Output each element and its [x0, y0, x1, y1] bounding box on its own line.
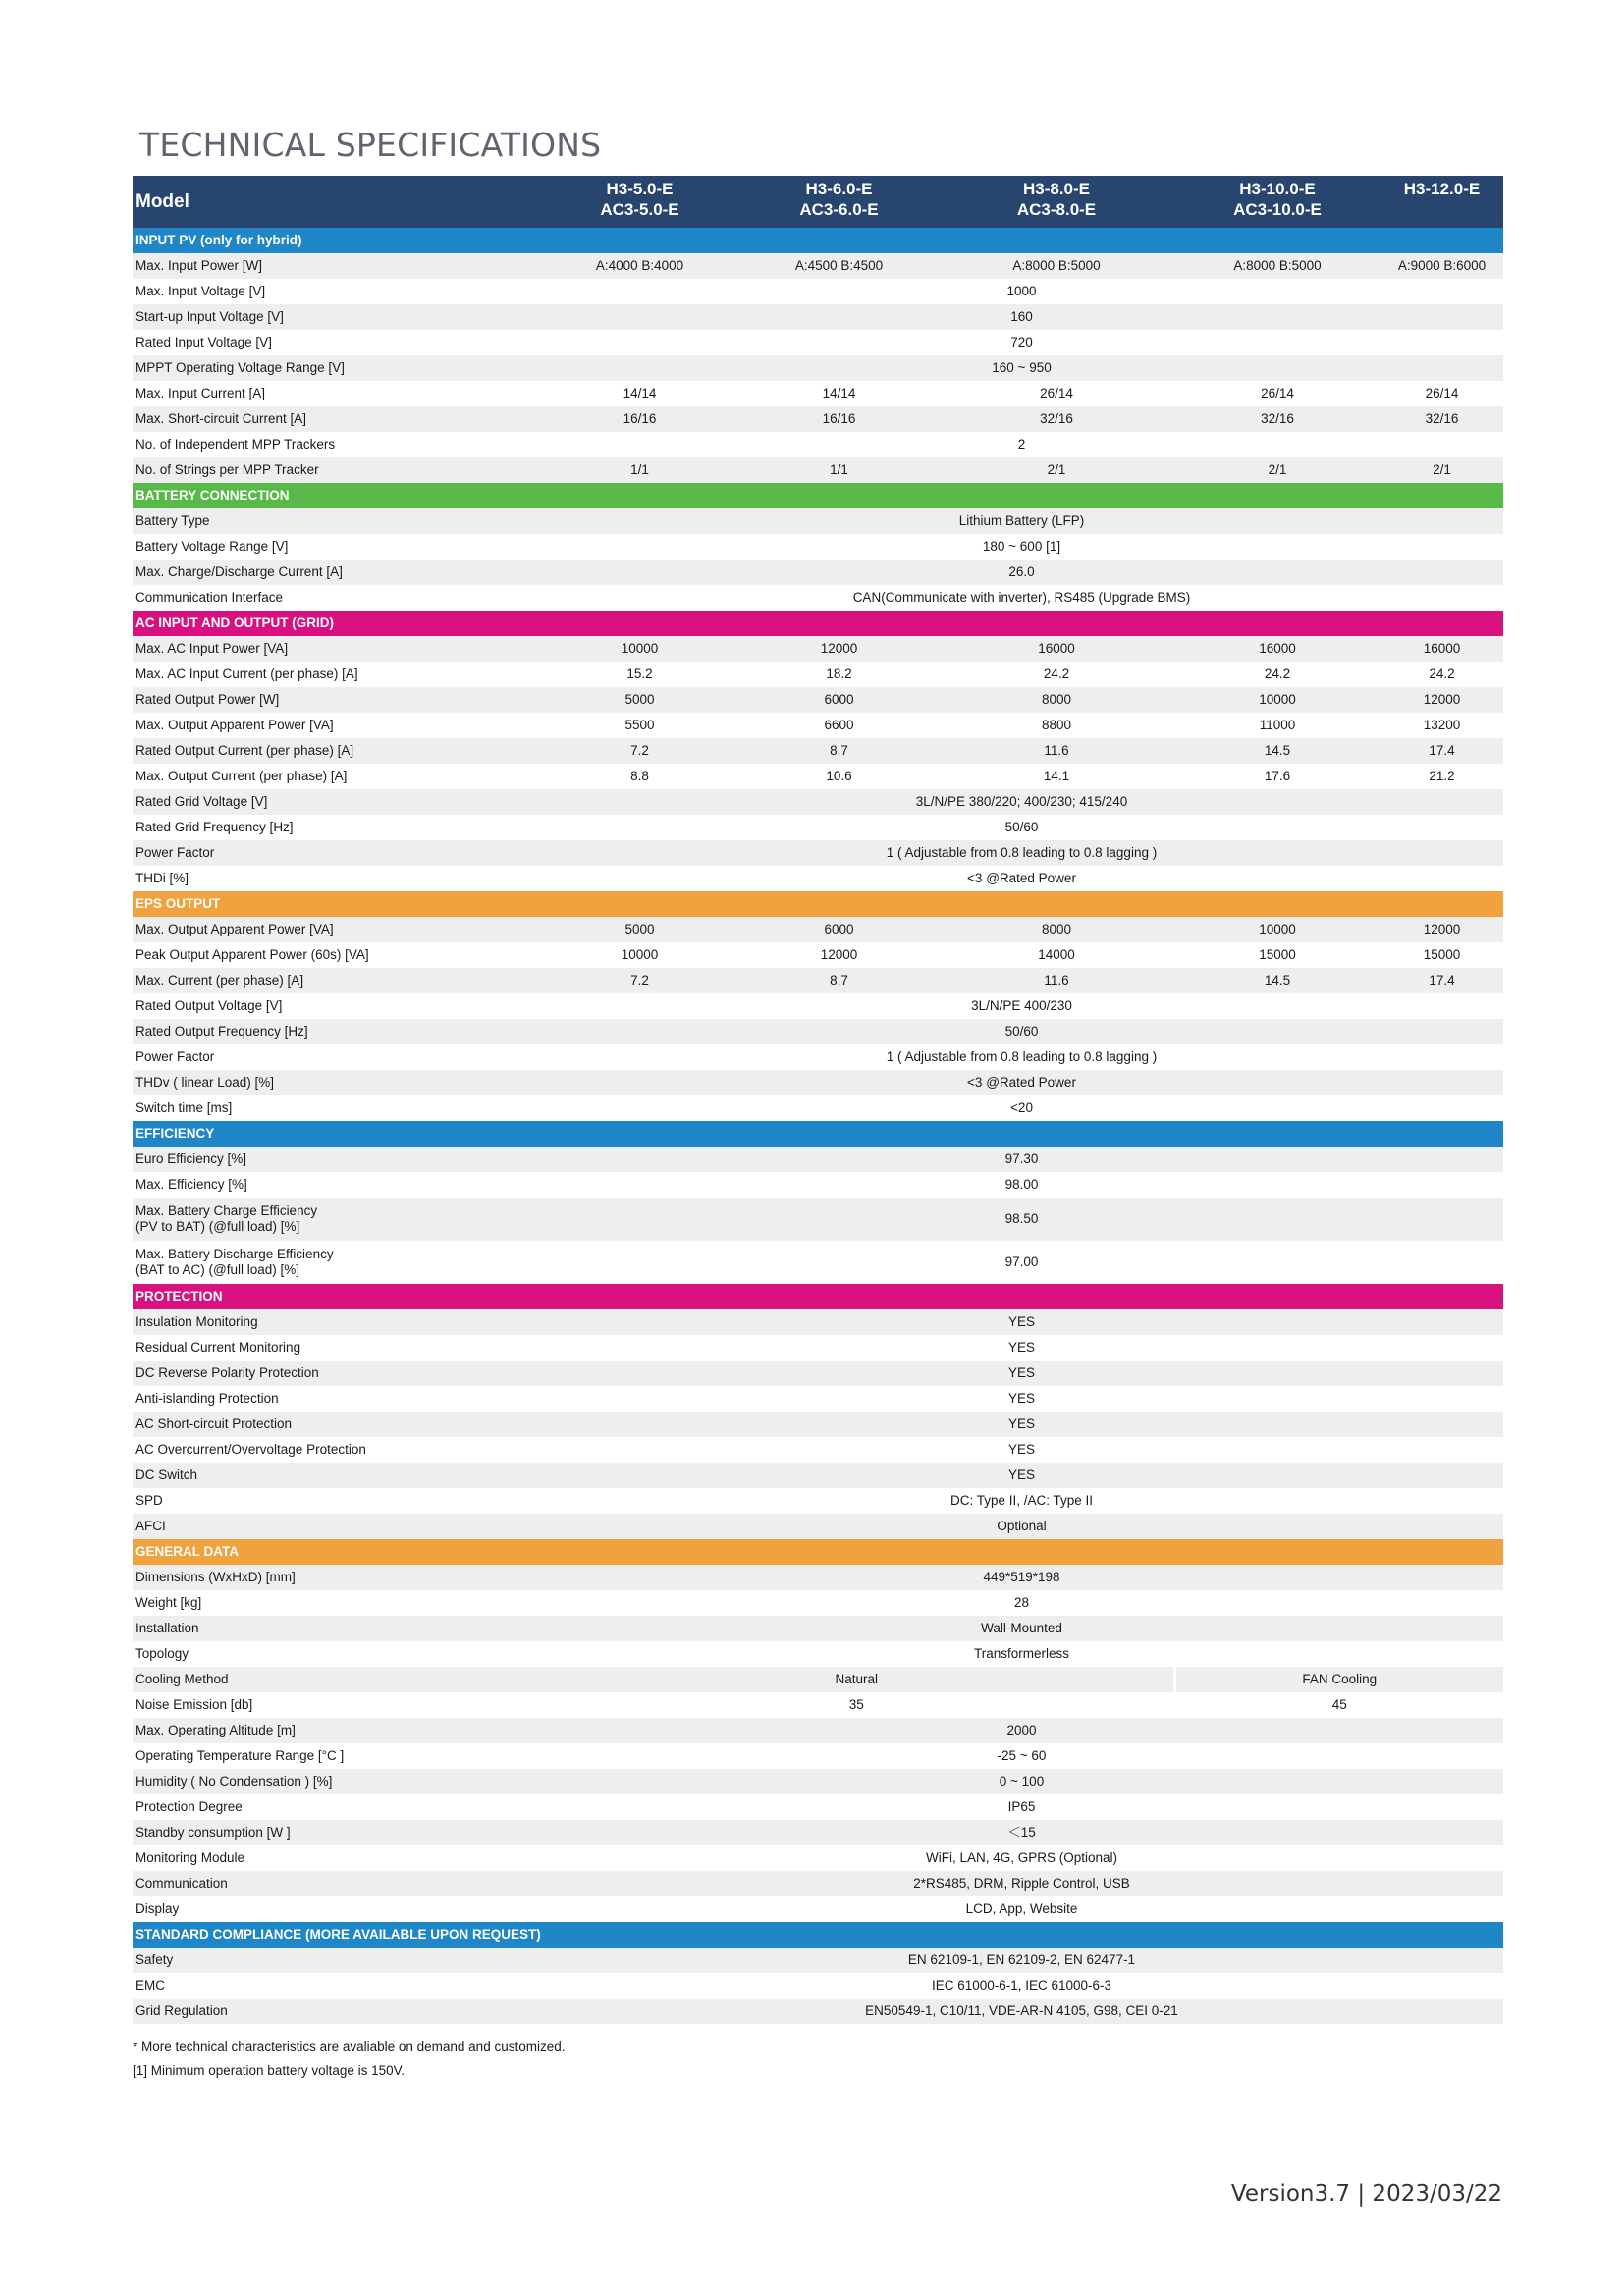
row-label: Installation	[133, 1616, 540, 1641]
row-value: 2/1	[1174, 457, 1380, 483]
row-value: 13200	[1423, 718, 1461, 733]
row-value: 5000	[540, 687, 739, 713]
row-value: 24.2	[1264, 667, 1291, 682]
row-value: 14.5	[1174, 738, 1380, 764]
row-label: Euro Efficiency [%]	[133, 1147, 540, 1172]
table-row	[133, 585, 1503, 611]
table-row	[133, 1641, 1503, 1667]
row-value: YES	[1007, 1391, 1035, 1407]
row-label: Max. Short-circuit Current [A]	[133, 406, 540, 432]
row-label: Monitoring Module	[135, 1850, 245, 1866]
table-row	[133, 738, 1503, 764]
table-row	[133, 279, 1503, 304]
row-value: 6600	[824, 718, 854, 733]
row-label: Humidity ( No Condensation ) [%]	[133, 1769, 540, 1794]
row-value: DC: Type II, /AC: Type II	[949, 1493, 1094, 1509]
table-row	[133, 1070, 1503, 1095]
row-value: 50/60	[1004, 820, 1039, 835]
row-value: 14.5	[1174, 968, 1380, 993]
table-row	[133, 1019, 1503, 1044]
section-header-row	[133, 1922, 1503, 1948]
table-row	[133, 406, 1503, 432]
row-value: 16/16	[739, 406, 939, 432]
row-label: DC Switch	[133, 1463, 540, 1488]
row-label: AFCI	[133, 1514, 540, 1539]
row-value: YES	[540, 1309, 1503, 1335]
row-label: Max. Output Current (per phase) [A]	[135, 769, 348, 784]
row-label: EMC	[135, 1978, 165, 1994]
row-value: 3L/N/PE 380/220; 400/230; 415/240	[540, 789, 1503, 815]
table-row	[133, 1769, 1503, 1794]
row-value: 32/16	[1380, 406, 1503, 432]
row-value: 160	[540, 304, 1503, 330]
table-row	[133, 381, 1503, 406]
model-name: H3-10.0-E	[1239, 180, 1316, 198]
row-value: 2000	[540, 1718, 1503, 1743]
table-row	[133, 1590, 1503, 1616]
row-label: Weight [kg]	[135, 1595, 202, 1611]
row-value: 11.6	[939, 968, 1174, 993]
table-row	[133, 1095, 1503, 1121]
model-header-label: Model	[133, 176, 540, 228]
table-row	[133, 866, 1503, 891]
row-label: Rated Output Frequency [Hz]	[133, 1019, 540, 1044]
row-label: Battery Type	[133, 508, 540, 534]
row-value: 2/1	[1380, 457, 1503, 483]
row-value: 17.4	[1380, 738, 1503, 764]
table-row	[133, 1437, 1503, 1463]
table-row	[133, 1616, 1503, 1641]
row-label	[133, 1241, 540, 1284]
table-row	[133, 789, 1503, 815]
table-row	[133, 355, 1503, 381]
row-label: Cooling Method	[133, 1667, 540, 1692]
table-row	[133, 1718, 1503, 1743]
section-title: PROTECTION	[133, 1284, 1503, 1309]
row-label: MPPT Operating Voltage Range [V]	[133, 355, 540, 381]
footnote-min-battery-voltage: [1] Minimum operation battery voltage is 150V.	[133, 2063, 406, 2078]
row-value: 8000	[939, 687, 1174, 713]
model-name: AC3-10.0-E	[1233, 200, 1322, 220]
row-label: Noise Emission [db]	[135, 1697, 253, 1713]
row-value: 8800	[1041, 718, 1072, 733]
table-row	[133, 1198, 1503, 1241]
row-value: A:9000 B:6000	[1380, 253, 1503, 279]
model-name: AC3-5.0-E	[600, 200, 679, 220]
table-row	[133, 1241, 1503, 1284]
row-label: Max. Operating Altitude [m]	[133, 1718, 540, 1743]
section-header-row	[133, 611, 1503, 636]
table-row	[133, 1172, 1503, 1198]
row-value: YES	[540, 1361, 1503, 1386]
row-value: <3 @Rated Power	[967, 871, 1076, 886]
row-value: 8.7	[739, 738, 939, 764]
section-header-row	[133, 891, 1503, 917]
section-header-row	[133, 1539, 1503, 1565]
row-value: 1/1	[540, 457, 739, 483]
row-value: IEC 61000-6-1, IEC 61000-6-3	[931, 1978, 1112, 1994]
row-value: Lithium Battery (LFP)	[540, 508, 1503, 534]
row-value: 10000	[1174, 687, 1380, 713]
section-header-row	[133, 1121, 1503, 1147]
row-value: 160 ~ 950	[540, 355, 1503, 381]
row-value: ＜15	[540, 1820, 1503, 1845]
row-label: Safety	[133, 1948, 540, 1973]
row-label: Rated Output Current (per phase) [A]	[133, 738, 540, 764]
row-label: Operating Temperature Range [°C ]	[135, 1748, 345, 1764]
table-row	[133, 1820, 1503, 1845]
spec-table	[133, 176, 1503, 2024]
row-value: 0 ~ 100	[540, 1769, 1503, 1794]
row-value: 17.4	[1380, 968, 1503, 993]
row-label: No. of Strings per MPP Tracker	[133, 457, 540, 483]
row-label: Max. Input Current [A]	[135, 386, 266, 401]
row-value: 180 ~ 600 [1]	[982, 539, 1061, 555]
row-value: 14.1	[1043, 769, 1070, 784]
row-label	[133, 1198, 540, 1241]
table-row	[133, 1896, 1503, 1922]
row-value: 14000	[1038, 947, 1075, 963]
row-value: 45	[1331, 1697, 1347, 1713]
row-value: <20	[1010, 1100, 1033, 1116]
model-name: H3-12.0-E	[1403, 180, 1481, 198]
row-value: A:4000 B:4000	[540, 253, 739, 279]
row-label-line: Max. Battery Discharge Efficiency	[135, 1247, 334, 1262]
table-row	[133, 1514, 1503, 1539]
row-value: YES	[1007, 1442, 1035, 1458]
row-value: 1/1	[739, 457, 939, 483]
row-label: DC Reverse Polarity Protection	[133, 1361, 540, 1386]
table-row	[133, 815, 1503, 840]
row-label: No. of Independent MPP Trackers	[135, 437, 336, 453]
row-label: Anti-islanding Protection	[135, 1391, 279, 1407]
row-value: 449*519*198	[540, 1565, 1503, 1590]
row-value: EN50549-1, C10/11, VDE-AR-N 4105, G98, CEI 0-21	[540, 1999, 1503, 2024]
model-name: H3-5.0-E	[606, 180, 674, 198]
table-row	[133, 713, 1503, 738]
row-value: 2*RS485, DRM, Ripple Control, USB	[540, 1871, 1503, 1896]
table-row	[133, 432, 1503, 457]
table-row	[133, 1999, 1503, 2024]
row-label: Power Factor	[135, 1049, 215, 1065]
row-value: YES	[1007, 1340, 1035, 1356]
table-row	[133, 1147, 1503, 1172]
row-value: 2	[1017, 437, 1026, 453]
table-row	[133, 457, 1503, 483]
version-date: Version3.7 | 2023/03/22	[1230, 2181, 1502, 2207]
row-label: Grid Regulation	[133, 1999, 540, 2024]
row-value: 18.2	[826, 667, 852, 682]
row-value: 98.50	[540, 1198, 1503, 1241]
table-row	[133, 253, 1503, 279]
row-value: 28	[1013, 1595, 1030, 1611]
table-row	[133, 1463, 1503, 1488]
table-row	[133, 993, 1503, 1019]
table-row	[133, 560, 1503, 585]
model-name-cell	[1174, 176, 1380, 228]
row-value: 3L/N/PE 400/230	[971, 998, 1072, 1014]
table-row	[133, 1335, 1503, 1361]
row-value: 17.6	[1264, 769, 1291, 784]
row-value: 14/14	[822, 386, 856, 401]
row-value: 11000	[1259, 718, 1296, 733]
table-row	[133, 1386, 1503, 1412]
table-row	[133, 1948, 1503, 1973]
row-label: Display	[135, 1901, 180, 1917]
table-row	[133, 1309, 1503, 1335]
row-label: Max. Output Apparent Power [VA]	[135, 718, 334, 733]
row-value: 12000	[1380, 917, 1503, 942]
table-row	[133, 1692, 1503, 1718]
row-value: 12000	[820, 947, 858, 963]
row-value: 1000	[1006, 284, 1037, 299]
row-value: 5500	[624, 718, 655, 733]
row-value: 16/16	[540, 406, 739, 432]
row-value: 5000	[540, 917, 739, 942]
table-row	[133, 917, 1503, 942]
row-value: 2/1	[939, 457, 1174, 483]
row-value: 26/14	[1261, 386, 1294, 401]
row-label: SPD	[135, 1493, 163, 1509]
row-label: Max. Current (per phase) [A]	[133, 968, 540, 993]
row-label-line: (BAT to AC) (@full load) [%]	[135, 1262, 300, 1277]
table-row	[133, 636, 1503, 662]
row-value: 7.2	[540, 968, 739, 993]
row-value: 24.2	[1429, 667, 1455, 682]
table-row	[133, 1743, 1503, 1769]
row-value: 10000	[540, 636, 739, 662]
row-label: Rated Grid Frequency [Hz]	[135, 820, 294, 835]
row-label: Power Factor	[133, 840, 540, 866]
row-label: Battery Voltage Range [V]	[135, 539, 289, 555]
model-name: AC3-6.0-E	[799, 200, 879, 220]
model-name-cell	[540, 176, 739, 228]
row-value: 98.00	[1004, 1177, 1039, 1193]
row-value: YES	[540, 1412, 1503, 1437]
table-row	[133, 1871, 1503, 1896]
row-value: EN 62109-1, EN 62109-2, EN 62477-1	[540, 1948, 1503, 1973]
model-name-cell	[739, 176, 939, 228]
row-label: Communication	[133, 1871, 540, 1896]
row-value: 32/16	[939, 406, 1174, 432]
row-value: 50/60	[540, 1019, 1503, 1044]
row-value: LCD, App, Website	[965, 1901, 1078, 1917]
row-value: -25 ~ 60	[997, 1748, 1047, 1764]
row-value: 15000	[1423, 947, 1461, 963]
row-value: Natural	[540, 1667, 1174, 1692]
row-value: 21.2	[1429, 769, 1455, 784]
row-value: CAN(Communicate with inverter), RS485 (Upgrade BMS)	[852, 590, 1191, 606]
model-name-cell	[1380, 176, 1503, 228]
row-label: Insulation Monitoring	[133, 1309, 540, 1335]
row-label: Residual Current Monitoring	[135, 1340, 301, 1356]
row-value: 8000	[939, 917, 1174, 942]
row-label-line: (PV to BAT) (@full load) [%]	[135, 1219, 300, 1234]
row-value: 7.2	[540, 738, 739, 764]
row-label: AC Overcurrent/Overvoltage Protection	[135, 1442, 366, 1458]
row-value: 1 ( Adjustable from 0.8 leading to 0.8 lagging )	[886, 1049, 1158, 1065]
row-label: Max. Input Voltage [V]	[135, 284, 266, 299]
row-value: 32/16	[1174, 406, 1380, 432]
table-row	[133, 942, 1503, 968]
table-row	[133, 1412, 1503, 1437]
row-value: 6000	[739, 687, 939, 713]
row-label: THDv ( linear Load) [%]	[133, 1070, 540, 1095]
row-value: 6000	[739, 917, 939, 942]
section-title: INPUT PV (only for hybrid)	[133, 228, 1503, 253]
table-row	[133, 508, 1503, 534]
row-value: 16000	[1380, 636, 1503, 662]
model-name: H3-6.0-E	[805, 180, 873, 198]
row-label: Max. Output Apparent Power [VA]	[133, 917, 540, 942]
row-value: Optional	[540, 1514, 1503, 1539]
row-label: Standby consumption [W ]	[133, 1820, 540, 1845]
row-label: Rated Output Power [W]	[133, 687, 540, 713]
section-header-row	[133, 228, 1503, 253]
row-value: 11.6	[939, 738, 1174, 764]
table-row	[133, 1488, 1503, 1514]
row-label: Dimensions (WxHxD) [mm]	[133, 1565, 540, 1590]
table-row	[133, 840, 1503, 866]
row-value: WiFi, LAN, 4G, GPRS (Optional)	[925, 1850, 1118, 1866]
row-value: A:8000 B:5000	[939, 253, 1174, 279]
row-value: 720	[1010, 335, 1033, 350]
row-label: Start-up Input Voltage [V]	[133, 304, 540, 330]
section-header-row	[133, 1284, 1503, 1309]
row-label: Max. Efficiency [%]	[135, 1177, 247, 1193]
row-label: Rated Output Voltage [V]	[135, 998, 283, 1014]
model-header-row	[133, 176, 1503, 228]
table-row	[133, 1794, 1503, 1820]
table-row	[133, 1973, 1503, 1999]
model-name: AC3-8.0-E	[1016, 200, 1097, 220]
section-title: STANDARD COMPLIANCE (MORE AVAILABLE UPON REQUEST)	[133, 1922, 1503, 1948]
table-row	[133, 968, 1503, 993]
row-label: Communication Interface	[135, 590, 284, 606]
section-header-row	[133, 483, 1503, 508]
page-title: TECHNICAL SPECIFICATIONS	[139, 126, 602, 164]
row-value: 15000	[1259, 947, 1296, 963]
row-value: IP65	[1007, 1799, 1036, 1815]
row-value: <3 @Rated Power	[540, 1070, 1503, 1095]
row-value: FAN Cooling	[1174, 1667, 1503, 1692]
row-value: 97.00	[1004, 1255, 1039, 1270]
row-value: 1 ( Adjustable from 0.8 leading to 0.8 lagging )	[540, 840, 1503, 866]
row-label: Max. AC Input Current (per phase) [A]	[135, 667, 358, 682]
footnote-more-characteristics: * More technical characteristics are avaliable on demand and customized.	[133, 2039, 566, 2054]
row-label: Max. AC Input Power [VA]	[133, 636, 540, 662]
table-row	[133, 1565, 1503, 1590]
table-row	[133, 662, 1503, 687]
row-value: Transformerless	[973, 1646, 1070, 1662]
row-value: 10000	[621, 947, 659, 963]
table-row	[133, 534, 1503, 560]
row-value: 16000	[939, 636, 1174, 662]
section-title: AC INPUT AND OUTPUT (GRID)	[133, 611, 1503, 636]
row-value: 26.0	[540, 560, 1503, 585]
row-value: 26/14	[1040, 386, 1073, 401]
row-label: Rated Input Voltage [V]	[135, 335, 272, 350]
row-value: 12000	[739, 636, 939, 662]
table-row	[133, 687, 1503, 713]
model-name-cell	[939, 176, 1174, 228]
row-value: 14/14	[623, 386, 657, 401]
row-label: Switch time [ms]	[135, 1100, 233, 1116]
table-row	[133, 1044, 1503, 1070]
row-value: A:8000 B:5000	[1174, 253, 1380, 279]
row-value: 26/14	[1425, 386, 1459, 401]
table-row	[133, 1361, 1503, 1386]
row-label: Max. Input Power [W]	[133, 253, 540, 279]
table-row	[133, 330, 1503, 355]
row-value: 97.30	[540, 1147, 1503, 1172]
row-label: Protection Degree	[135, 1799, 243, 1815]
row-value: 24.2	[1043, 667, 1070, 682]
row-label: Topology	[135, 1646, 189, 1662]
table-row	[133, 1667, 1503, 1692]
row-value: 8.8	[630, 769, 649, 784]
row-value: Wall-Mounted	[540, 1616, 1503, 1641]
row-value: A:4500 B:4500	[739, 253, 939, 279]
row-value: 15.2	[626, 667, 653, 682]
row-value: 12000	[1380, 687, 1503, 713]
row-value: 10000	[1174, 917, 1380, 942]
row-label: Rated Grid Voltage [V]	[133, 789, 540, 815]
section-title: GENERAL DATA	[133, 1539, 1503, 1565]
row-value: 16000	[1174, 636, 1380, 662]
row-value: YES	[540, 1463, 1503, 1488]
model-name: H3-8.0-E	[1022, 180, 1091, 198]
row-value: 35	[540, 1692, 1174, 1718]
section-title: EPS OUTPUT	[133, 891, 1503, 917]
row-label: AC Short-circuit Protection	[133, 1412, 540, 1437]
table-row	[133, 764, 1503, 789]
row-value: 10.6	[826, 769, 852, 784]
row-label: THDi [%]	[135, 871, 189, 886]
row-label: Max. Charge/Discharge Current [A]	[133, 560, 540, 585]
row-label-line: Max. Battery Charge Efficiency	[135, 1203, 318, 1219]
section-title: BATTERY CONNECTION	[133, 483, 1503, 508]
table-row	[133, 304, 1503, 330]
row-value: 8.7	[739, 968, 939, 993]
table-row	[133, 1845, 1503, 1871]
section-title: EFFICIENCY	[133, 1121, 1503, 1147]
row-label: Peak Output Apparent Power (60s) [VA]	[135, 947, 369, 963]
